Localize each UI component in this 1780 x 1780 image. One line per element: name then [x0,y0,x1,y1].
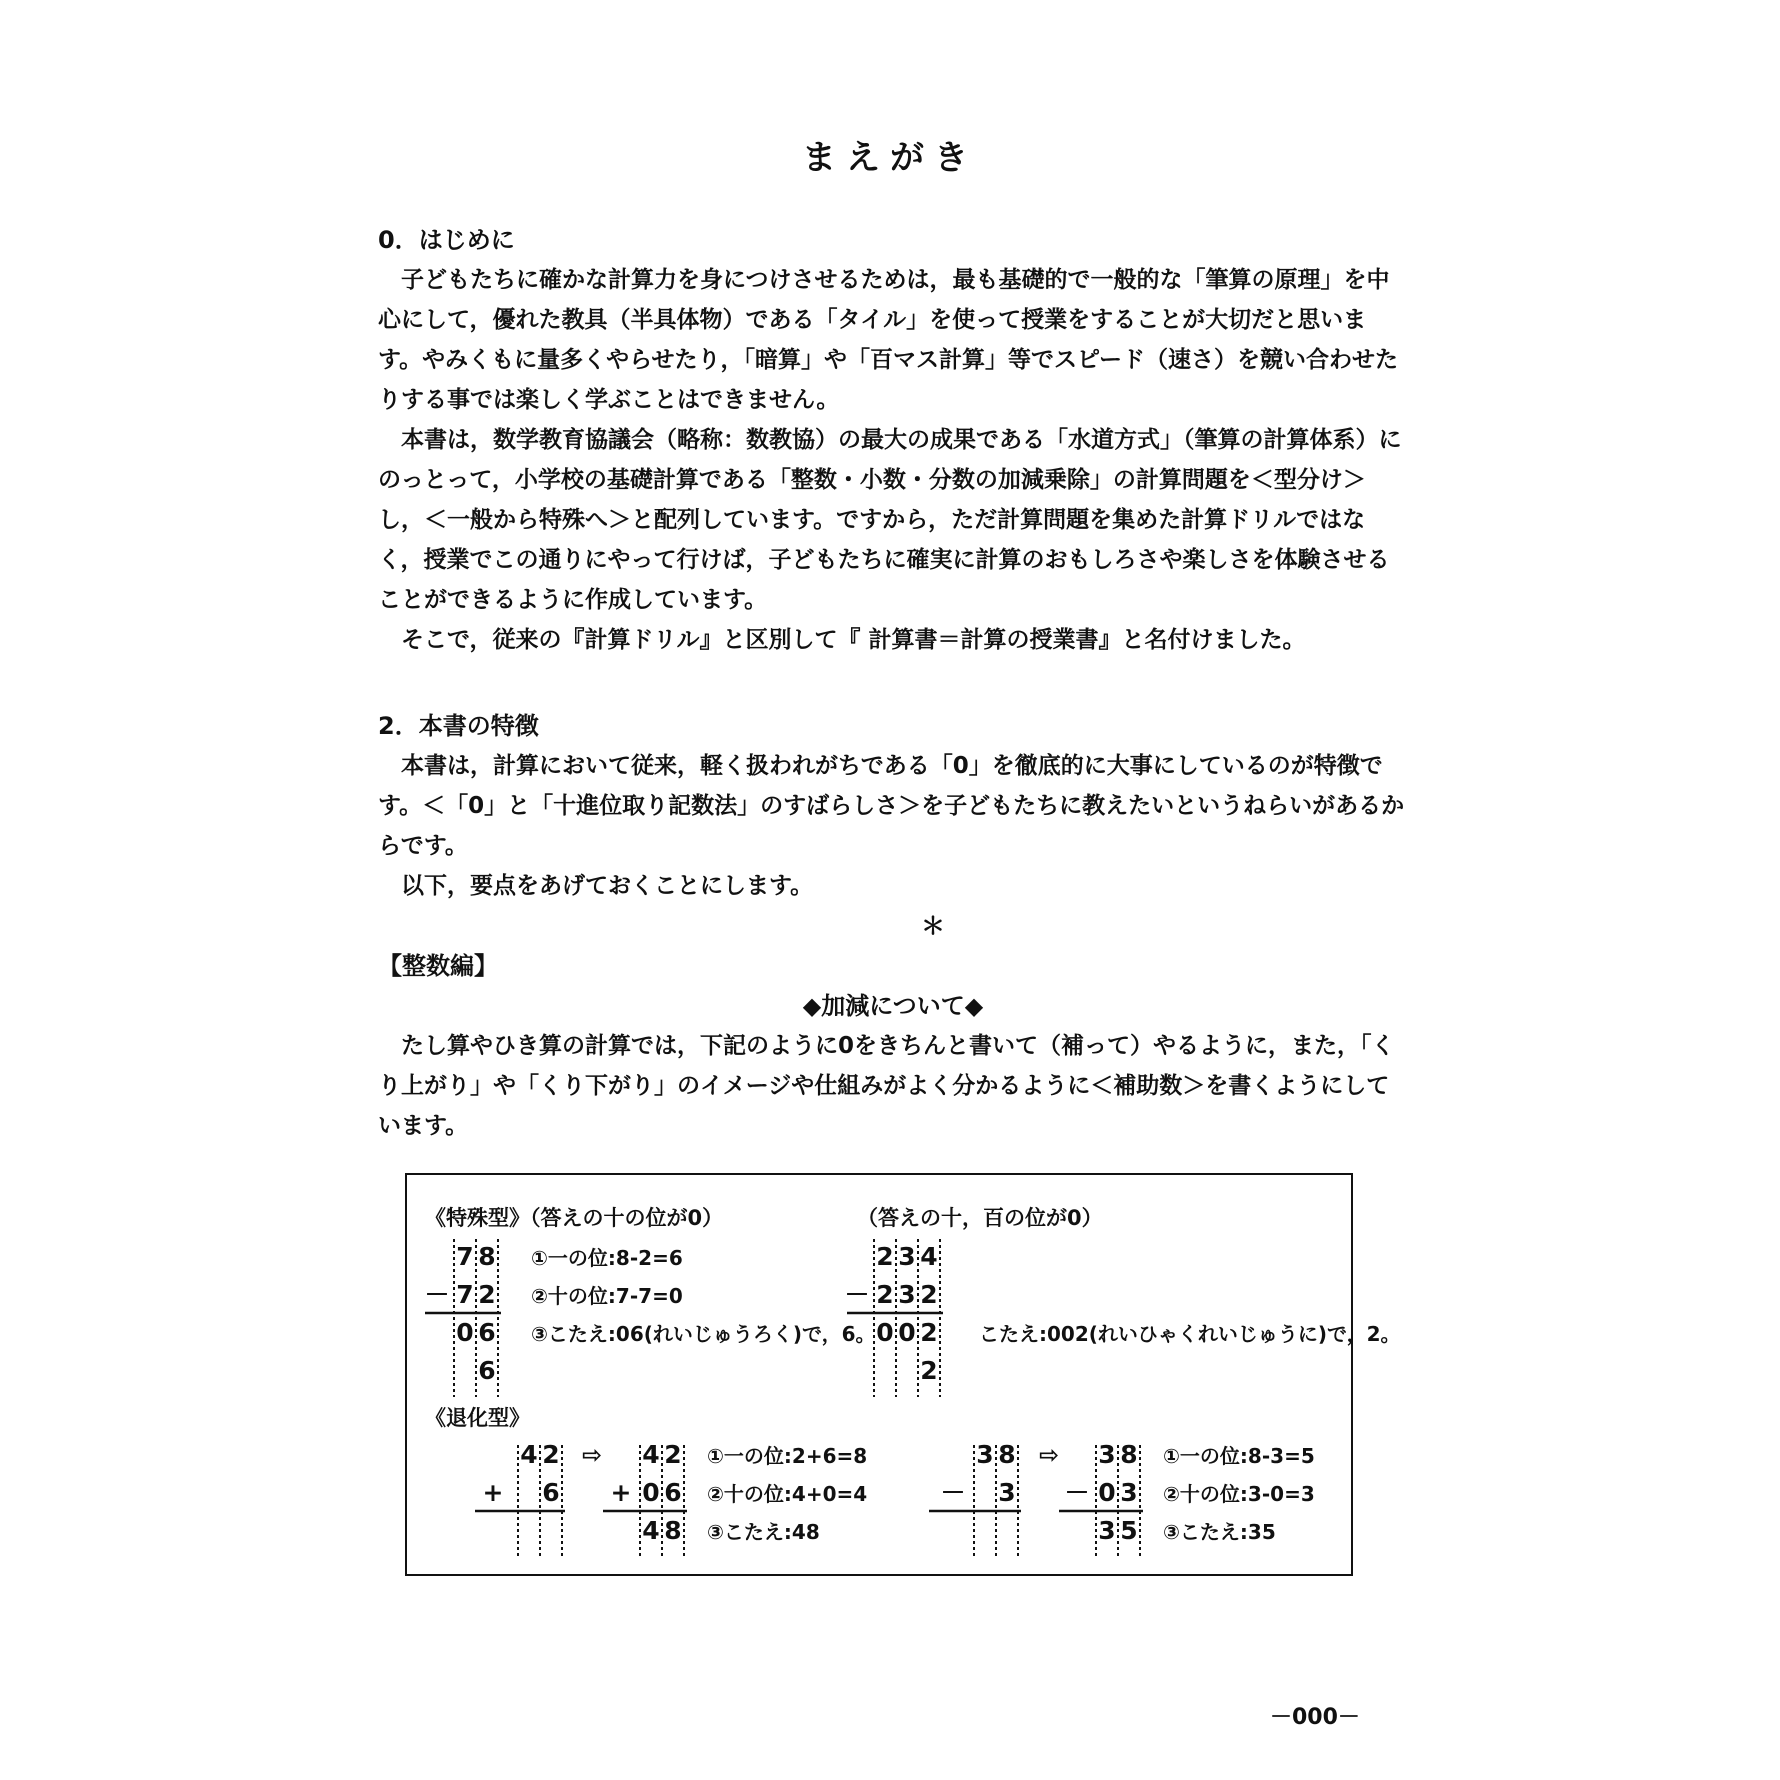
digit: 2 [876,1242,894,1271]
arrow-icon: ⇨ [581,1441,603,1469]
digit: 3 [998,1478,1016,1507]
digit: 0 [898,1318,916,1347]
digit: 0 [876,1318,894,1347]
digit: 7 [456,1242,474,1271]
paragraph: そこで，従来の『計算ドリル』と区別して『 計算書＝計算の授業書』と名付けました。 [401,627,1306,653]
digit: 4 [920,1242,938,1271]
digit: 4 [642,1516,660,1545]
special-type-note: （答えの十，百の位が0） [857,1206,1103,1230]
digit: 7 [456,1280,474,1309]
separator-star: ＊ [921,912,945,940]
digit: 4 [520,1440,538,1469]
digit: 2 [478,1280,496,1309]
digit: 3 [1098,1440,1116,1469]
digit: 6 [542,1478,560,1507]
step-text: こたえ:002(れいひゃくれいじゅうに)で，2。 [979,1322,1401,1346]
step-text: ③こたえ:48 [707,1520,820,1544]
digit: 2 [542,1440,560,1469]
subheading-integers: 【整数編】 [378,952,498,980]
digit: 6 [478,1356,496,1385]
step-text: ②十の位:3-0=3 [1163,1482,1315,1506]
section-introduction [378,220,1408,660]
paragraph: 子どもたちに確かな計算力を身につけさせるためは，最も基礎的で一般的な「筆算の原理」を中心にして，優れた教具（半具体物）である「タイル」を使って授業をすることが大切だと思います。やみくもに量多くやらせたり，「暗算」や「百マス計算」等でスピード（速さ）を競い合わせたりする事では楽しく学ぶことはできません。 [378,267,1399,413]
operator-sign: － [940,1478,966,1507]
operator-sign: + [482,1478,504,1507]
digit: 8 [478,1242,496,1271]
section-heading: 0．はじめに [378,226,515,254]
step-text: ②十の位:4+0=4 [707,1482,868,1506]
operator-sign: － [424,1280,450,1309]
digit: 3 [898,1280,916,1309]
digit: 3 [898,1242,916,1271]
digit: 0 [642,1478,660,1507]
step-text: ③こたえ:35 [1163,1520,1276,1544]
digit: 0 [1098,1478,1116,1507]
digit: 2 [920,1318,938,1347]
section-features [378,706,1408,1146]
digit: 6 [478,1318,496,1347]
operator-sign: － [1064,1478,1090,1507]
digit: 3 [976,1440,994,1469]
arrow-icon: ⇨ [1038,1441,1060,1469]
digit: 2 [920,1356,938,1385]
paragraph: たし算やひき算の計算では，下記のように0をきちんと書いて（補って）やるように，また，「くり上がり」や「くり下がり」のイメージや仕組みがよく分かるように＜補助数＞を書くようにしています。 [378,1033,1395,1139]
digit: 2 [920,1280,938,1309]
operator-sign: － [844,1280,870,1309]
paragraph: 本書は，数学教育協議会（略称：数教協）の最大の成果である「水道方式」（筆算の計算体系）にのっとって，小学校の基礎計算である「整数・小数・分数の加減乗除」の計算問題を＜型分け＞し，＜一般から特殊へ＞と配列しています。ですから，ただ計算問題を集めた計算ドリルではなく，授業でこの通りにやって行けば，子どもたちに確実に計算のおもしろさや楽しさを体験させることができるように作成しています。 [378,427,1402,613]
digit: 2 [664,1440,682,1469]
digit: 3 [1120,1478,1138,1507]
digit: 3 [1098,1516,1116,1545]
step-text: ①一の位:8-3=5 [1163,1444,1315,1468]
step-text: ①一の位:8-2=6 [531,1246,683,1270]
digit: 8 [1120,1440,1138,1469]
special-type-label: 《特殊型》（答えの十の位が0） [425,1206,724,1230]
page-number: －000－ [1270,1705,1360,1730]
section-heading: 2．本書の特徴 [378,712,539,740]
paragraph: 本書は，計算において従来，軽く扱われがちである「0」を徹底的に大事にしているのが特徴です。＜「0」と「十進位取り記数法」のすばらしさ＞を子どもたちに教えたいというねらいがあるからです。 [378,753,1405,859]
digit: 4 [642,1440,660,1469]
examples-box [405,1173,1401,1576]
page-title: まえがき [802,138,978,178]
paragraph: 以下，要点をあげておくことにします。 [401,873,814,899]
digit: 0 [456,1318,474,1347]
operator-sign: + [610,1478,632,1507]
step-text: ②十の位:7-7=0 [531,1284,683,1308]
digit: 6 [664,1478,682,1507]
digit: 2 [876,1280,894,1309]
digit: 8 [664,1516,682,1545]
step-text: ③こたえ:06(れいじゅうろく)で，6。 [531,1322,876,1346]
step-text: ①一の位:2+6=8 [707,1444,868,1468]
digit: 8 [998,1440,1016,1469]
column-arithmetic-examples [407,1175,1401,1578]
degenerate-type-label: 《退化型》 [425,1406,530,1430]
digit: 5 [1120,1516,1138,1545]
topic-heading: ◆加減について◆ [802,992,984,1020]
